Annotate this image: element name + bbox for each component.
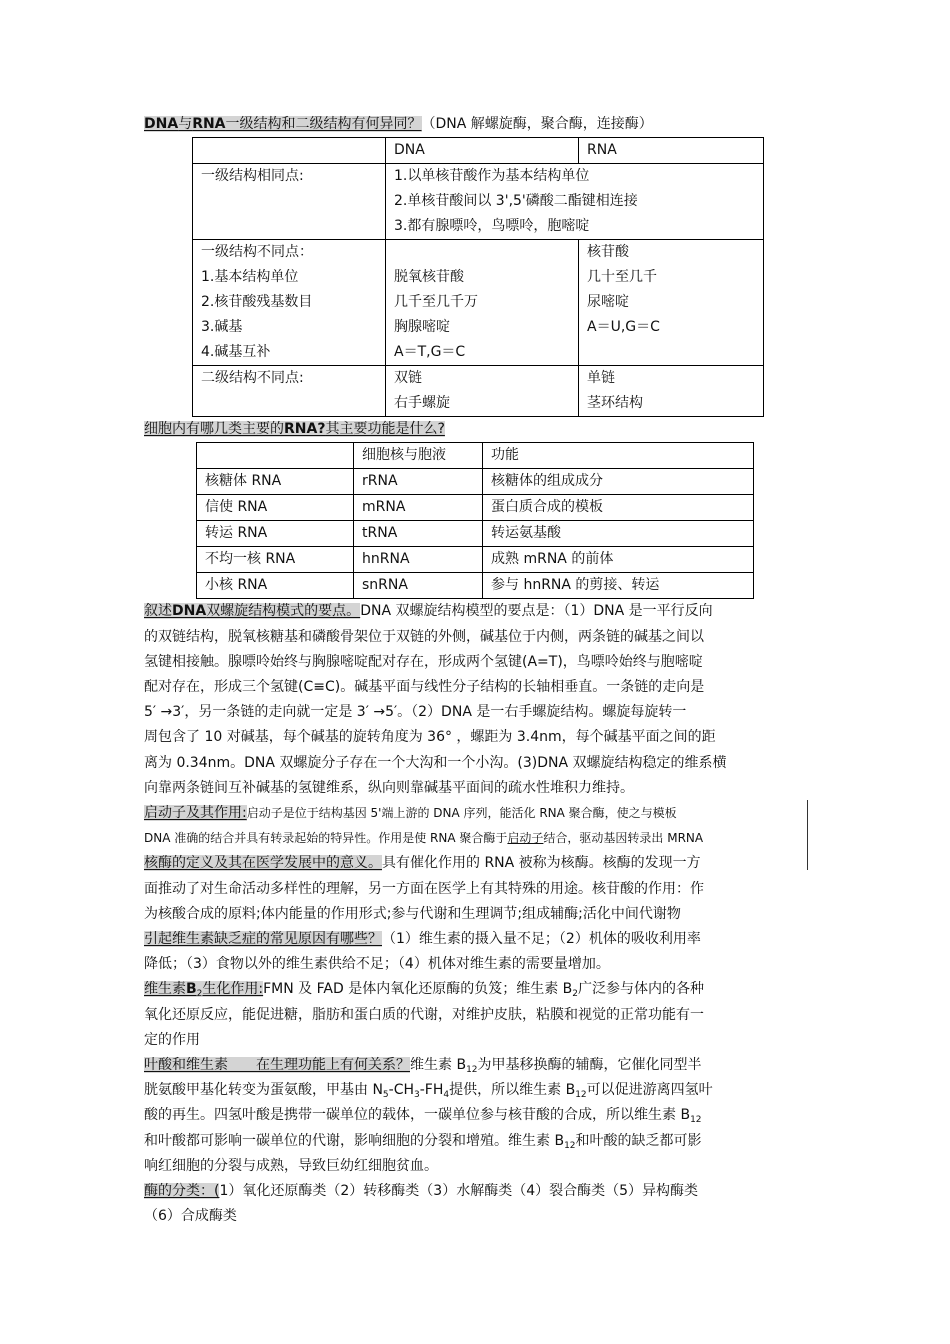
q4-title: 启动子及其作用: [144,805,247,822]
table-header-cell [197,443,354,469]
q6-line: 引起维生素缺乏症的常见原因有哪些？（1）维生素的摄入量不足；（2）机体的吸收利用率 [144,931,701,948]
list-item: 2.单核苷酸间以 3',5'磷酸二酯键相连接 [394,193,638,210]
q8-line: 叶酸和维生素 在生理功能上有何关系？维生素 $B_{12}$为甲基移换酶的辅酶，它催化同型半 [144,1057,702,1076]
q3-line: 向靠两条链间互补碱基的氢键维系，纵向则靠碱基平面间的疏水性堆积力维持。 [144,779,634,796]
q1-heading [144,112,808,137]
q7-line: 维生素$B_2$生化作用:FMN 及 FAD 是体内氧化还原酶的负笈；维生素 $B_2$广泛参与体内的各种 [144,981,704,1000]
q5-line: 核酶的定义及其在医学发展中的意义。具有催化作用的 RNA 被称为核酶。核酶的发现一方 [144,855,701,872]
rna-types-table [196,442,754,599]
table-header-row [193,138,764,164]
table-row: 核糖体 RNA rRNA 核糖体的组成成分 [197,469,754,495]
q3-line: 氢键相接触。腺嘌呤始终与胸腺嘧啶配对存在，形成两个氢键(A=T)，鸟嘌呤始终与胞嘧啶 [144,653,703,670]
table-row: 信使 RNA mRNA 蛋白质合成的模板 [197,495,754,521]
q4-line: DNA 准确的结合并具有转录起始的特异性。作用是使 RNA 聚合酶于启动子结合，驱动基因转录出 MRNA [144,831,704,846]
q9-line: （6）合成酶类 [144,1208,237,1225]
q9-title: 酶的分类：( [144,1183,220,1200]
table-header-cell: RNA [579,138,764,164]
q2-heading [144,417,808,442]
q4-line: 启动子及其作用:启动子是位于结构基因 5'端上游的 DNA 序列，能活化 RNA 聚合酶，使之与模板 [144,805,677,822]
q8-line: 酸的再生。四氢叶酸是携带一碳单位的载体，一碳单位参与核苷酸的合成，所以维生素 $B_{12}$ [144,1107,702,1126]
q1-title: DNA与RNA一级结构和二级结构有何异同？ [144,116,422,132]
table-row [193,240,764,366]
list-item: 3.都有腺嘌呤，鸟嘌呤，胞嘧啶 [394,218,590,235]
q2-title: 细胞内有哪几类主要的RNA?其主要功能是什么? [144,421,445,438]
q9-line: 酶的分类：(1）氧化还原酶类（2）转移酶类（3）水解酶类（4）裂合酶类（5）异构酶类 [144,1183,699,1200]
q3-line: 配对存在，形成三个氢键(C≡C)。碱基平面与线性分子结构的长轴相垂直。一条链的走向是 [144,679,705,696]
table-header-row [197,443,754,469]
table-header-cell [193,138,386,164]
q1-note: （DNA 解螺旋酶，聚合酶，连接酶） [421,116,653,132]
q6-line: 降低；（3）食物以外的维生素供给不足；（4）机体对维生素的需要量增加。 [144,956,610,973]
sec-label-cell: 二级结构不同点: [193,366,386,417]
q7-line: 氧化还原反应，能促进糖，脂肪和蛋白质的代谢，对维护皮肤，粘膜和视觉的正常功能有一 [144,1006,704,1023]
q3-title: 叙述DNA双螺旋结构模式的要点。 [144,603,361,620]
table-header-cell: 细胞核与胞液 [354,443,483,469]
q8-line: 胱氨酸甲基化转变为蛋氨酸，甲基由 $N_5-CH_3-FH_4$提供，所以维生素 $B_{12}$可以促进游离四氢叶 [144,1082,713,1101]
list-item: 1.以单核苷酸作为基本结构单位 [394,168,590,185]
q5-line: 面推动了对生命活动多样性的理解，另一方面在医学上有其特殊的用途。核苷酸的作用：作 [144,880,704,897]
dna-rna-comparison-table [192,137,764,417]
q5-title: 核酶的定义及其在医学发展中的意义。 [144,855,382,872]
q3-line: 叙述DNA双螺旋结构模式的要点。DNA 双螺旋结构模型的要点是：（1）DNA 是一平行反向 [144,603,713,620]
same-label-cell: 一级结构相同点: [193,164,386,240]
table-row: 转运 RNA tRNA 转运氨基酸 [197,521,754,547]
q7-title: 维生素$B_2$生化作用: [144,981,264,1000]
q3-line: 周包含了 10 对碱基，每个碱基的旋转角度为 36° ，螺距为 3.4nm，每个碱基平面之间的距 [144,729,716,746]
q8-line: 和叶酸都可影响一碳单位的代谢，影响细胞的分裂和增殖。维生素 $B_{12}$和叶酸的缺乏都可影 [144,1132,702,1151]
q3-line: 5′ →3′，另一条链的走向就一定是 3′ →5′。（2）DNA 是一右手螺旋结构。螺旋每旋转一 [144,704,687,721]
q6-title: 引起维生素缺乏症的常见原因有哪些？ [144,931,382,948]
sec-rna-cell: 单链 茎环结构 [579,366,764,417]
diff-label-cell: 一级结构不同点： 1.基本结构单位 2.核苷酸残基数目 3.碱基 4.碱基互补 [193,240,386,366]
table-row [193,366,764,417]
table-row: 不均一核 RNA hnRNA 成熟 mRNA 的前体 [197,547,754,573]
document-page [144,112,808,1229]
q7-line: 定的作用 [144,1031,200,1048]
table-header-cell: DNA [386,138,579,164]
table-row: 小核 RNA snRNA 参与 hnRNA 的剪接、转运 [197,573,754,599]
table-row [193,164,764,240]
table-header-cell: 功能 [483,443,754,469]
q8-title: 叶酸和维生素 在生理功能上有何关系？ [144,1057,410,1074]
sec-dna-cell: 双链 右手螺旋 [386,366,579,417]
diff-rna-cell: 核苷酸 几十至几千 尿嘧啶 A＝U,G＝C [579,240,764,366]
q8-line: 响红细胞的分裂与成熟，导致巨幼红细胞贫血。 [144,1157,438,1174]
q3-line: 离为 0.34nm。DNA 双螺旋分子存在一个大沟和一个小沟。(3)DNA 双螺旋结构稳定的维系横 [144,754,727,771]
same-items-cell [386,164,764,240]
q5-line: 为核酸合成的原料;体内能量的作用形式;参与代谢和生理调节;组成辅酶;活化中间代谢物 [144,905,681,922]
diff-dna-cell: 脱氧核苷酸 几千至几千万 胸腺嘧啶 A＝T,G＝C [386,240,579,366]
q3-line: 的双链结构，脱氧核糖基和磷酸骨架位于双链的外侧，碱基位于内侧，两条链的碱基之间以 [144,628,704,645]
